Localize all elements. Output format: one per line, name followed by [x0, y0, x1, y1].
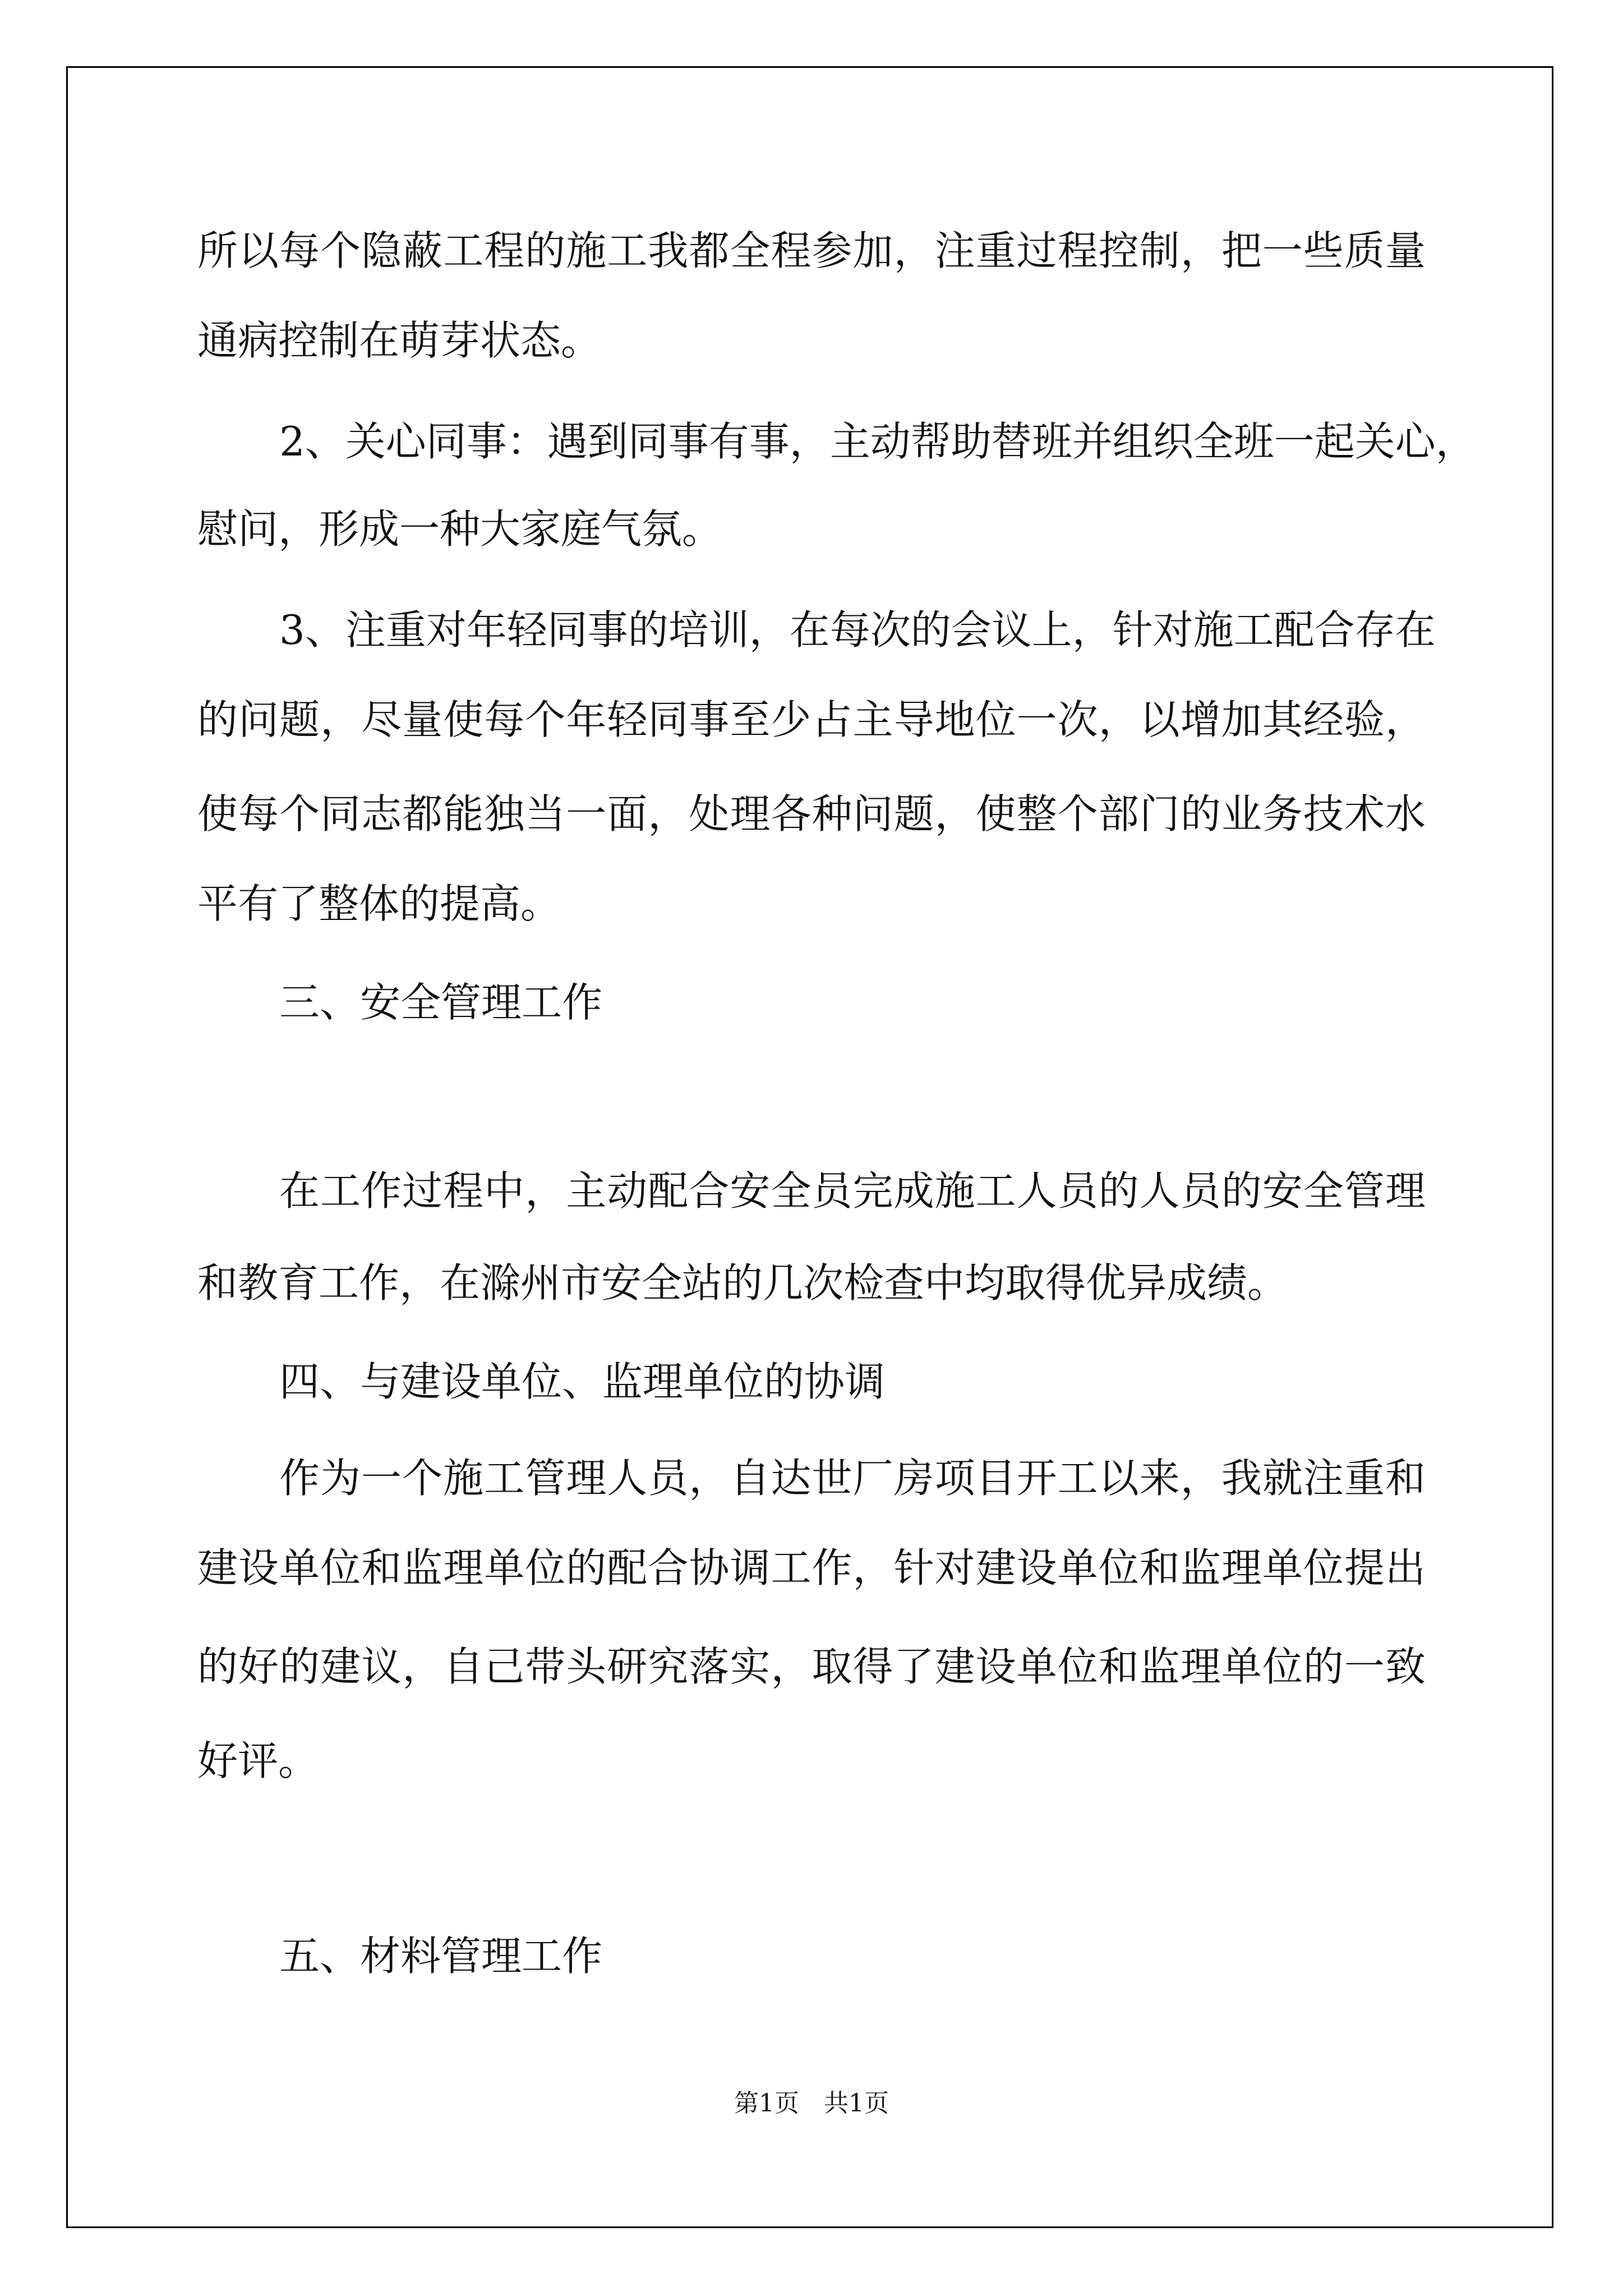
- text-line: 3、注重对年轻同事的培训，在每次的会议上，针对施工配合存在: [279, 606, 1436, 654]
- text-line: 使每个同志都能独当一面，处理各种问题，使整个部门的业务技术水: [197, 790, 1426, 838]
- text-line: 的好的建议，自己带头研究落实，取得了建设单位和监理单位的一致: [197, 1643, 1426, 1690]
- text-line: 作为一个施工管理人员，自达世厂房项目开工以来，我就注重和: [279, 1455, 1426, 1502]
- text-line: 2、关心同事：遇到同事有事，主动帮助替班并组织全班一起关心，: [279, 418, 1476, 465]
- section-heading: 五、材料管理工作: [279, 1932, 603, 1980]
- text-line: 的问题，尽量使每个年轻同事至少占主导地位一次，以增加其经验，: [197, 696, 1426, 743]
- section-heading: 四、与建设单位、监理单位的协调: [279, 1358, 886, 1405]
- text-line: 建设单位和监理单位的配合协调工作，针对建设单位和监理单位提出: [197, 1544, 1426, 1591]
- section-heading: 三、安全管理工作: [279, 979, 603, 1026]
- page-border: [66, 66, 1553, 2228]
- text-line: 平有了整体的提高。: [197, 880, 561, 927]
- text-line: 通病控制在萌芽状态。: [197, 317, 602, 364]
- page-footer: 第1页 共1页: [734, 2089, 889, 2118]
- text-line: 在工作过程中，主动配合安全员完成施工人员的人员的安全管理: [279, 1167, 1426, 1214]
- text-line: 所以每个隐蔽工程的施工我都全程参加，注重过程控制，把一些质量: [197, 227, 1426, 274]
- text-line: 慰问，形成一种大家庭气氛。: [197, 505, 723, 553]
- text-line: 好评。: [197, 1737, 319, 1784]
- text-line: 和教育工作，在滁州市安全站的几次检查中均取得优异成绩。: [197, 1259, 1288, 1306]
